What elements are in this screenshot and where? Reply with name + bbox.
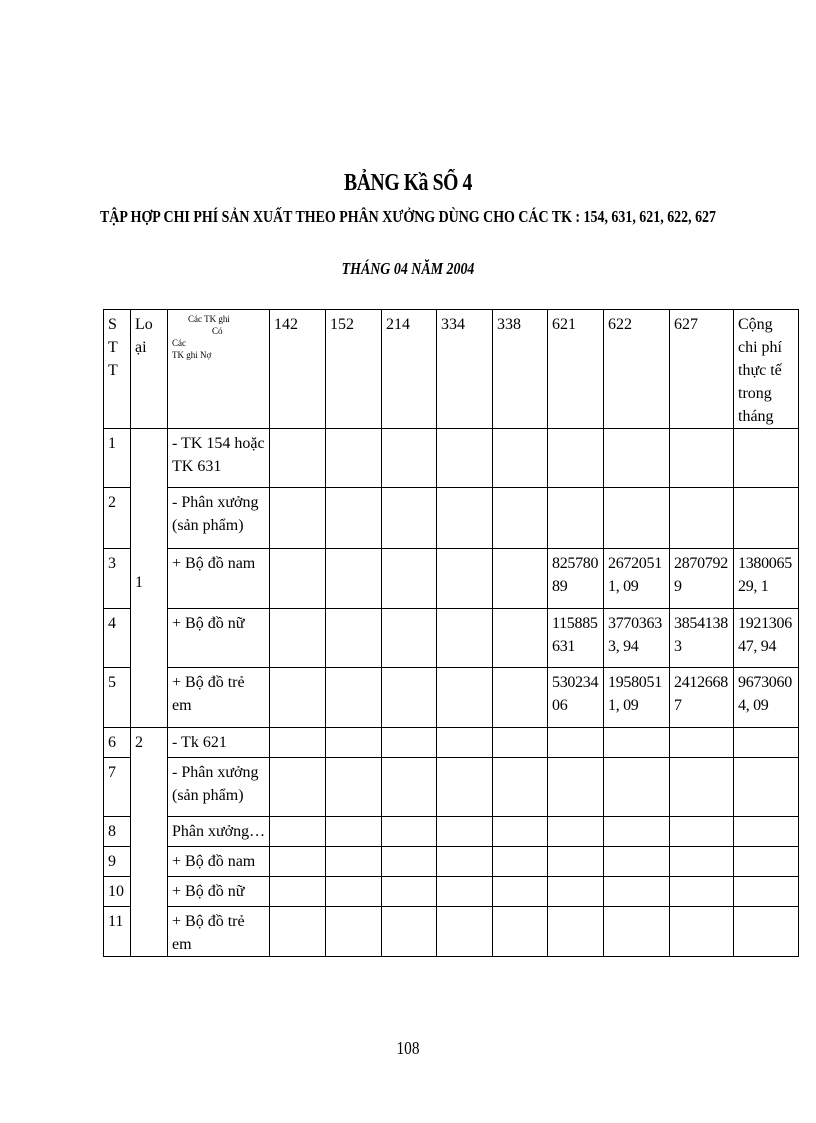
cell-622 bbox=[604, 847, 670, 877]
row-stt: 9 bbox=[104, 847, 131, 877]
cell-621: 82578089 bbox=[548, 549, 604, 609]
group-loai-1: 1 bbox=[131, 429, 168, 728]
document-title: BẢNG Kầ SỐ 4 bbox=[344, 170, 472, 196]
header-622: 622 bbox=[604, 310, 670, 429]
header-corner bbox=[168, 310, 270, 429]
header-142: 142 bbox=[270, 310, 326, 429]
row-stt: 1 bbox=[104, 429, 131, 488]
row-desc: + Bộ đồ trẻ em bbox=[168, 907, 270, 957]
row-desc: - Phân xưởng (sản phẩm) bbox=[168, 758, 270, 817]
cell-621: 53023406 bbox=[548, 668, 604, 728]
corner-debit-label-2: TK ghi Nợ bbox=[172, 350, 212, 360]
cell-627: 38541383 bbox=[670, 609, 734, 668]
cell-627 bbox=[670, 488, 734, 549]
cell-622 bbox=[604, 907, 670, 957]
cost-summary-table bbox=[103, 309, 799, 957]
cell-total bbox=[734, 817, 799, 847]
cell-622 bbox=[604, 429, 670, 488]
header-total: Cộng chi phí thực tế trong tháng bbox=[734, 310, 799, 429]
header-627: 627 bbox=[670, 310, 734, 429]
table-row bbox=[104, 668, 799, 728]
cell-627 bbox=[670, 847, 734, 877]
cell-622 bbox=[604, 728, 670, 758]
row-stt: 10 bbox=[104, 877, 131, 907]
header-338: 338 bbox=[493, 310, 548, 429]
header-621: 621 bbox=[548, 310, 604, 429]
table-row bbox=[104, 488, 799, 549]
row-desc: + Bộ đồ nữ bbox=[168, 609, 270, 668]
cell-621 bbox=[548, 429, 604, 488]
table-row bbox=[104, 758, 799, 817]
cell-total bbox=[734, 429, 799, 488]
cell-622 bbox=[604, 758, 670, 817]
cell-total: 96730604, 09 bbox=[734, 668, 799, 728]
cell-total bbox=[734, 907, 799, 957]
cell-total bbox=[734, 877, 799, 907]
cell-627: 24126687 bbox=[670, 668, 734, 728]
table-row bbox=[104, 728, 799, 758]
row-desc: - TK 154 hoặc TK 631 bbox=[168, 429, 270, 488]
cell-total: 138006529, 1 bbox=[734, 549, 799, 609]
row-stt: 7 bbox=[104, 758, 131, 817]
corner-debit-label: Các bbox=[172, 338, 186, 348]
row-desc: - Tk 621 bbox=[168, 728, 270, 758]
cell-622: 26720511, 09 bbox=[604, 549, 670, 609]
table-row bbox=[104, 907, 799, 957]
row-desc: - Phân xưởng (sản phẩm) bbox=[168, 488, 270, 549]
cell-622 bbox=[604, 817, 670, 847]
row-desc: + Bộ đồ nam bbox=[168, 847, 270, 877]
group-loai-2: 2 bbox=[131, 728, 168, 957]
table-header-row bbox=[104, 310, 799, 429]
corner-credit-label: Các TK ghi bbox=[188, 314, 230, 324]
row-stt: 8 bbox=[104, 817, 131, 847]
cell-total: 192130647, 94 bbox=[734, 609, 799, 668]
cell-621 bbox=[548, 728, 604, 758]
cell-621 bbox=[548, 488, 604, 549]
table-row bbox=[104, 847, 799, 877]
row-stt: 3 bbox=[104, 549, 131, 609]
cell-total bbox=[734, 758, 799, 817]
row-stt: 5 bbox=[104, 668, 131, 728]
row-desc: + Bộ đồ trẻ em bbox=[168, 668, 270, 728]
corner-credit-label-2: Có bbox=[212, 326, 223, 336]
cell-622 bbox=[604, 877, 670, 907]
cell-total bbox=[734, 488, 799, 549]
header-stt: STT bbox=[104, 310, 131, 429]
table-row bbox=[104, 817, 799, 847]
cell-627 bbox=[670, 758, 734, 817]
report-month: THÁNG 04 NĂM 2004 bbox=[341, 259, 475, 278]
cell-627: 28707929 bbox=[670, 549, 734, 609]
cell-627 bbox=[670, 907, 734, 957]
cell-627 bbox=[670, 817, 734, 847]
row-desc: + Bộ đồ nam bbox=[168, 549, 270, 609]
header-334: 334 bbox=[437, 310, 493, 429]
cell-621 bbox=[548, 877, 604, 907]
cell-621 bbox=[548, 907, 604, 957]
row-stt: 4 bbox=[104, 609, 131, 668]
page-number: 108 bbox=[396, 1038, 420, 1058]
cell-627 bbox=[670, 877, 734, 907]
cell-622 bbox=[604, 488, 670, 549]
row-desc: + Bộ đồ nữ bbox=[168, 877, 270, 907]
header-214: 214 bbox=[382, 310, 437, 429]
cell-total bbox=[734, 728, 799, 758]
cell-total bbox=[734, 847, 799, 877]
document-subtitle: TẬP HỢP CHI PHÍ SẢN XUẤT THEO PHÂN XƯỞNG DÙNG CHO CÁC TK : 154, 631, 621, 622, 627 bbox=[100, 207, 716, 226]
cell-622: 19580511, 09 bbox=[604, 668, 670, 728]
header-loai: Loại bbox=[131, 310, 168, 429]
table-row bbox=[104, 429, 799, 488]
table-row bbox=[104, 877, 799, 907]
table-row bbox=[104, 609, 799, 668]
row-stt: 11 bbox=[104, 907, 131, 957]
cell-622: 37703633, 94 bbox=[604, 609, 670, 668]
cell-621 bbox=[548, 847, 604, 877]
table-row bbox=[104, 549, 799, 609]
cell-621 bbox=[548, 817, 604, 847]
cell-627 bbox=[670, 728, 734, 758]
row-desc: Phân xưởng… bbox=[168, 817, 270, 847]
cell-621: 115885631 bbox=[548, 609, 604, 668]
row-stt: 2 bbox=[104, 488, 131, 549]
cell-627 bbox=[670, 429, 734, 488]
row-stt: 6 bbox=[104, 728, 131, 758]
header-152: 152 bbox=[326, 310, 382, 429]
cell-621 bbox=[548, 758, 604, 817]
